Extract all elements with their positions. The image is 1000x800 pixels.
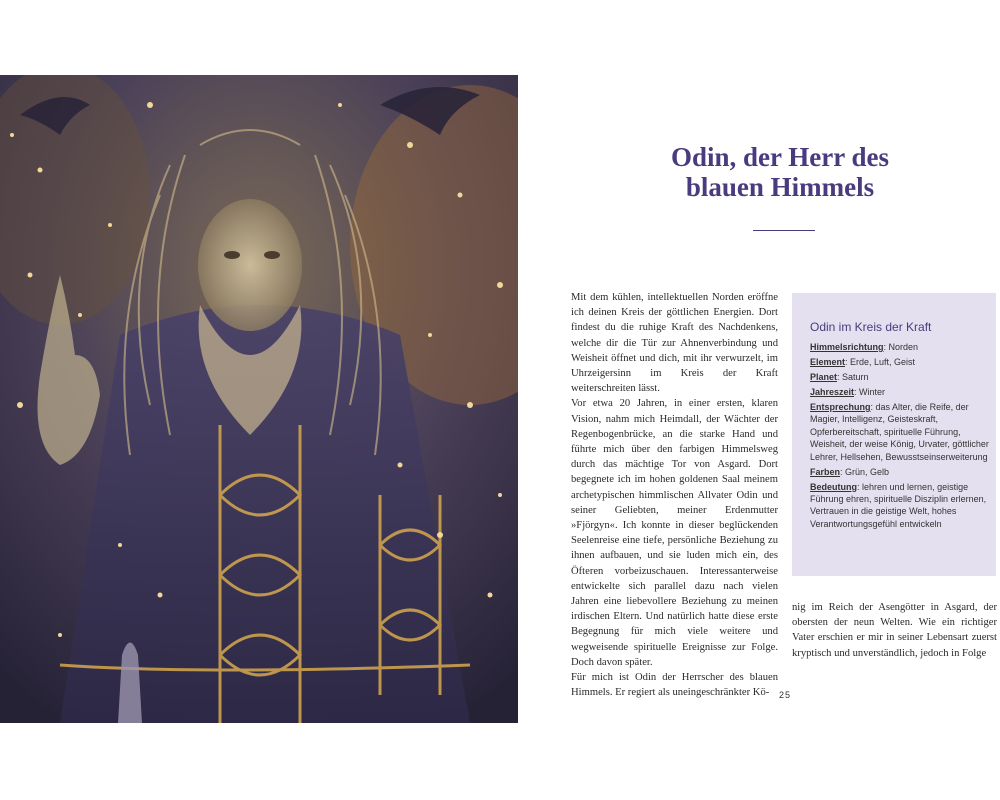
sidebar-entry-key: Element: [810, 357, 846, 367]
sidebar-entry-key: Farben: [810, 466, 841, 477]
sidebar-entry: Himmelsrichtung: Norden: [810, 342, 919, 352]
page-number: 25: [778, 690, 791, 700]
body-paragraph: Für mich ist Odin der Herrscher des blauen Himmels. Er regiert als uneingeschränkter Kö-: [571, 672, 778, 699]
body-text-right-column: [792, 600, 997, 661]
sidebar-entry-value: das Alter, die Reife, der Magier, Intelligenz, Geisteskraft, Opferbereitschaft, spirituelle Führung, Weisheit, der weise König, Urvater, göttlicher Lehrer, Hellsehen, Bewusstseinserweiterung: [810, 402, 989, 462]
sidebar-entry-key: Planet: [810, 372, 838, 382]
sidebar-entry-key: Himmelsrichtung: [810, 342, 884, 352]
sidebar-entry-key: Jahreszeit: [810, 387, 855, 397]
page-title: [600, 142, 960, 202]
sidebar-entry: Element: Erde, Luft, Geist: [810, 357, 916, 367]
sidebar-entry-value: Norden: [888, 342, 919, 352]
body-paragraph: Mit dem kühlen, intellektuellen Norden eröffne ich deinen Kreis der göttlichen Energien. Dort findest du die ruhige Kraft des Nachdenkens, welche dir die Tür zur Ahnenverbindung und Weisheit öffnet und dich, mit ihr verwurzelt, im Uhrzeigersinn im Kreis der Kraft weiterschreiten lässt.: [571, 292, 778, 395]
info-sidebar: [792, 293, 996, 576]
body-paragraph: nig im Reich der Asengötter in Asgard, der obersten der neun Welten. Wie ein richtiger Vater erschien er mir in seiner Lebensart zuerst kryptisch und unverständlich, jedoch in Folge: [792, 602, 997, 659]
body-paragraph: Vor etwa 20 Jahren, in einer ersten, klaren Vision, nahm mich Heimdall, der Wächter der Regenbogenbrücke, an die starke Hand und führte mich über den farbigen Himmelsweg durch das mächtige Tor von Asgard. Dort begegnete ich im hohen goldenen Saal meinem archetypischen himmlischen Allvater Odin und seiner Geliebten, meiner Erdenmutter »Fjörgyn«. Ich konnte in dieser beglückenden Seelenreise eine tiefe, persönliche Beziehung zu ihnen aufbauen, und sie luden mich ein, des Öfteren vorbeizuschauen. Interessanterweise entwickelte sich parallel dazu nach vielen Jahren eine liebevollere Beziehung zu meinen irdischen Eltern. Und natürlich hatte diese erste Begegnung für mich viele weitere und wegweisende spirituelle Ereignisse zur Folge. Doch davon später.: [571, 398, 778, 668]
sidebar-entry-key: Entsprechung: [810, 402, 871, 412]
sidebar-entry-list: [810, 341, 990, 533]
sidebar-entry-value: Erde, Luft, Geist: [850, 357, 916, 367]
sidebar-entry: Entsprechung: das Alter, die Reife, der Magier, Intelligenz, Geisteskraft, Opferbereitschaft, spirituelle Führung, Weisheit, der weise König, Urvater, göttlicher Lehrer, Hellsehen, Bewusstseinserweiterung: [810, 402, 989, 462]
sidebar-entry-value: Winter: [859, 387, 886, 397]
sidebar-entry: Jahreszeit: Winter: [810, 387, 886, 397]
sidebar-entry-key: Bedeutung: [810, 481, 857, 492]
page-title-line-1: Odin, der Herr des: [670, 142, 889, 172]
sidebar-entry-value: lehren und lernen, geistige Führung ehren, spirituelle Disziplin erlernen, Vertrauen in die geistige Welt, hohes Verantwortungsgefühl entwickeln: [810, 481, 987, 529]
odin-painting: [0, 75, 518, 723]
body-text-left-column: [571, 290, 778, 700]
sidebar-entry-value: Grün, Gelb: [845, 466, 890, 477]
page-title-line-2: blauen Himmels: [685, 172, 875, 202]
sidebar-title: Odin im Kreis der Kraft: [810, 320, 932, 334]
sidebar-entry-value: Saturn: [842, 372, 869, 382]
sidebar-entry: Planet: Saturn: [810, 372, 869, 382]
sidebar-entry: Bedeutung: lehren und lernen, geistige Führung ehren, spirituelle Disziplin erlernen, Vertrauen in die geistige Welt, hohes Verantwortungsgefühl entwickeln: [810, 481, 987, 529]
sidebar-entry: Farben: Grün, Gelb: [810, 466, 890, 477]
title-divider: [753, 230, 815, 231]
